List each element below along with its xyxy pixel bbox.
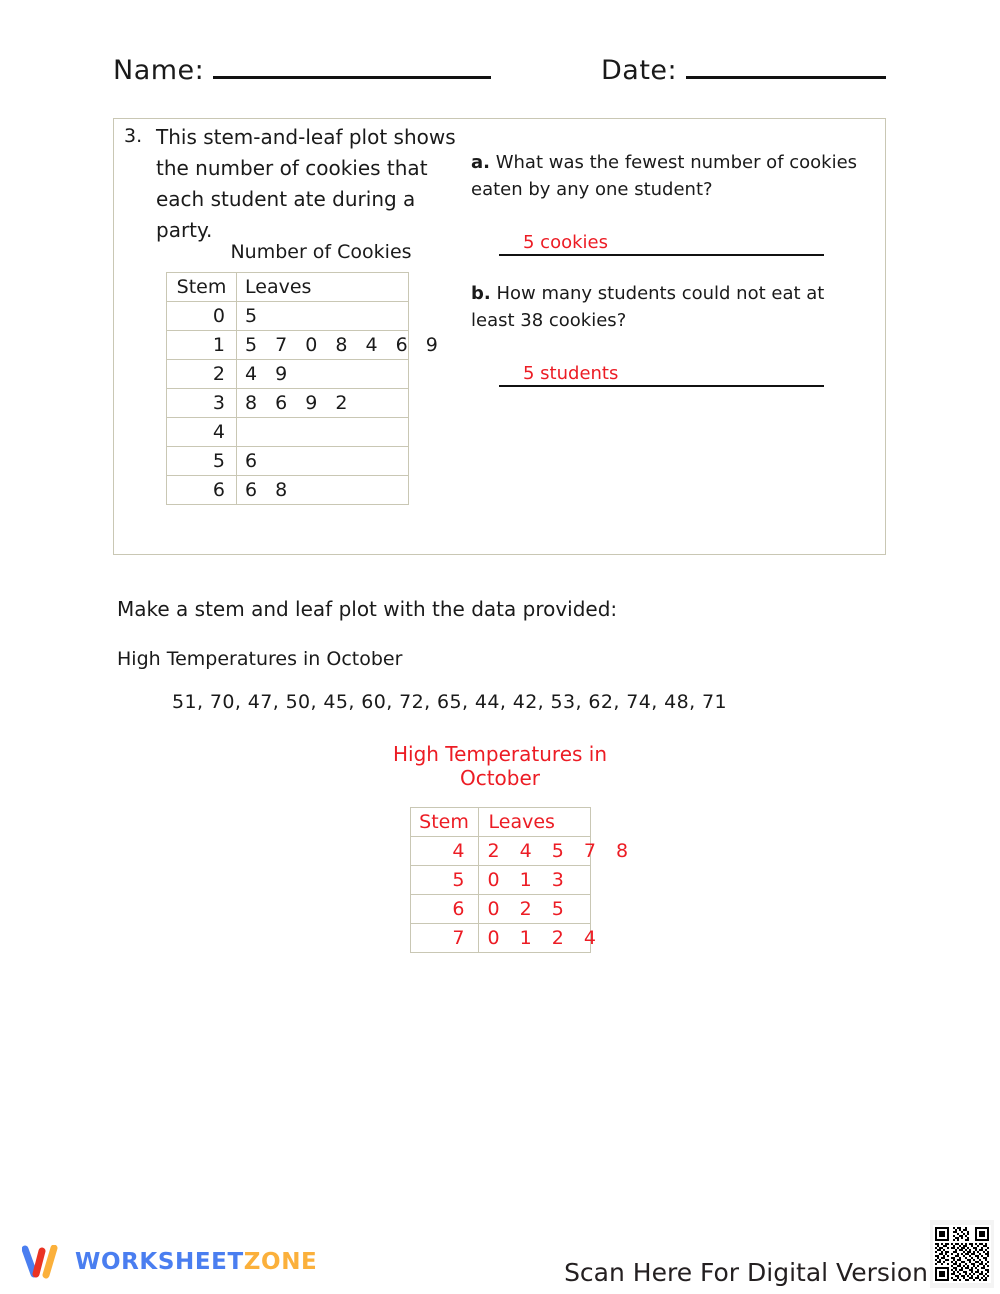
scan-instruction-text: Scan Here For Digital Version	[564, 1258, 928, 1287]
question-prompt: This stem-and-leaf plot shows the number of cookies that each student ate during a party.	[156, 125, 456, 242]
table-row	[167, 476, 409, 505]
table-row	[410, 837, 590, 866]
answer-plot-block	[373, 742, 636, 953]
leaves-value: 6	[237, 447, 409, 476]
page-footer	[0, 1218, 1000, 1294]
leaves-value: 8 6 9 2	[237, 389, 409, 418]
date-label: Date:	[601, 55, 678, 86]
answer-line-b[interactable]	[499, 359, 824, 387]
leaves-value	[237, 418, 409, 447]
cookies-table-caption: Number of Cookies	[230, 241, 412, 263]
exercise-box	[113, 118, 886, 555]
leaves-value: 0 2 5	[478, 895, 590, 924]
column-header-stem: Stem	[167, 273, 237, 302]
qr-code[interactable]	[930, 1220, 994, 1288]
leaves-value: 5 7 0 8 4 6 9	[237, 331, 409, 360]
stem-value: 7	[410, 924, 478, 953]
answer-a-value: 5 cookies	[523, 232, 608, 253]
column-header-stem: Stem	[410, 808, 478, 837]
name-write-line[interactable]	[213, 56, 491, 79]
stem-value: 1	[167, 331, 237, 360]
leaves-value: 4 9	[237, 360, 409, 389]
column-header-leaves: Leaves	[237, 273, 409, 302]
task-instructions: Make a stem and leaf plot with the data provided:	[117, 597, 618, 621]
stem-value: 6	[167, 476, 237, 505]
date-field[interactable]	[601, 55, 886, 86]
stem-value: 3	[167, 389, 237, 418]
sub-question-b-text: How many students could not eat at least 38 cookies?	[471, 283, 825, 331]
stem-value: 4	[167, 418, 237, 447]
sub-question-a	[471, 149, 871, 203]
sub-question-b	[471, 280, 871, 334]
task-data-title: High Temperatures in October	[117, 648, 403, 670]
stem-value: 5	[410, 866, 478, 895]
answer-b-value: 5 students	[523, 363, 619, 384]
answer-plot-caption: High Temperatures in October	[392, 742, 608, 790]
leaves-value: 5	[237, 302, 409, 331]
table-row	[167, 302, 409, 331]
table-row	[167, 389, 409, 418]
table-header-row	[410, 808, 590, 837]
stem-value: 5	[167, 447, 237, 476]
column-header-leaves: Leaves	[478, 808, 590, 837]
leaves-value: 2 4 5 7 8	[478, 837, 590, 866]
logo-text-zone: ZONE	[243, 1249, 318, 1275]
logo-w-mark-icon	[22, 1245, 66, 1279]
table-header-row	[167, 273, 409, 302]
table-row	[167, 360, 409, 389]
answer-stem-leaf-table	[410, 807, 636, 953]
answer-line-a[interactable]	[499, 228, 824, 256]
table-row	[410, 924, 590, 953]
stem-value: 4	[410, 837, 478, 866]
leaves-value: 6 8	[237, 476, 409, 505]
cookies-stem-leaf-table	[166, 272, 444, 505]
name-label: Name:	[113, 55, 205, 86]
date-write-line[interactable]	[686, 56, 886, 79]
name-field[interactable]	[113, 55, 491, 86]
sub-question-a-text: What was the fewest number of cookies eaten by any one student?	[471, 152, 858, 200]
table-row	[410, 866, 590, 895]
sub-question-b-marker: b.	[471, 283, 491, 304]
table-row	[167, 331, 409, 360]
header-fields	[113, 55, 888, 97]
stem-value: 6	[410, 895, 478, 924]
worksheet-zone-logo[interactable]	[22, 1244, 317, 1280]
logo-text-worksheet: WORKSHEET	[75, 1249, 244, 1275]
stem-value: 2	[167, 360, 237, 389]
logo-text	[75, 1249, 317, 1275]
stem-value: 0	[167, 302, 237, 331]
table-row	[167, 447, 409, 476]
table-row	[410, 895, 590, 924]
leaves-value: 0 1 2 4	[478, 924, 590, 953]
sub-question-a-marker: a.	[471, 152, 490, 173]
table-row	[167, 418, 409, 447]
cookies-plot-block	[166, 241, 476, 505]
leaves-value: 0 1 3	[478, 866, 590, 895]
question-number: 3.	[124, 125, 143, 147]
task-data-values: 51, 70, 47, 50, 45, 60, 72, 65, 44, 42, 53, 62, 74, 48, 71	[172, 691, 727, 713]
